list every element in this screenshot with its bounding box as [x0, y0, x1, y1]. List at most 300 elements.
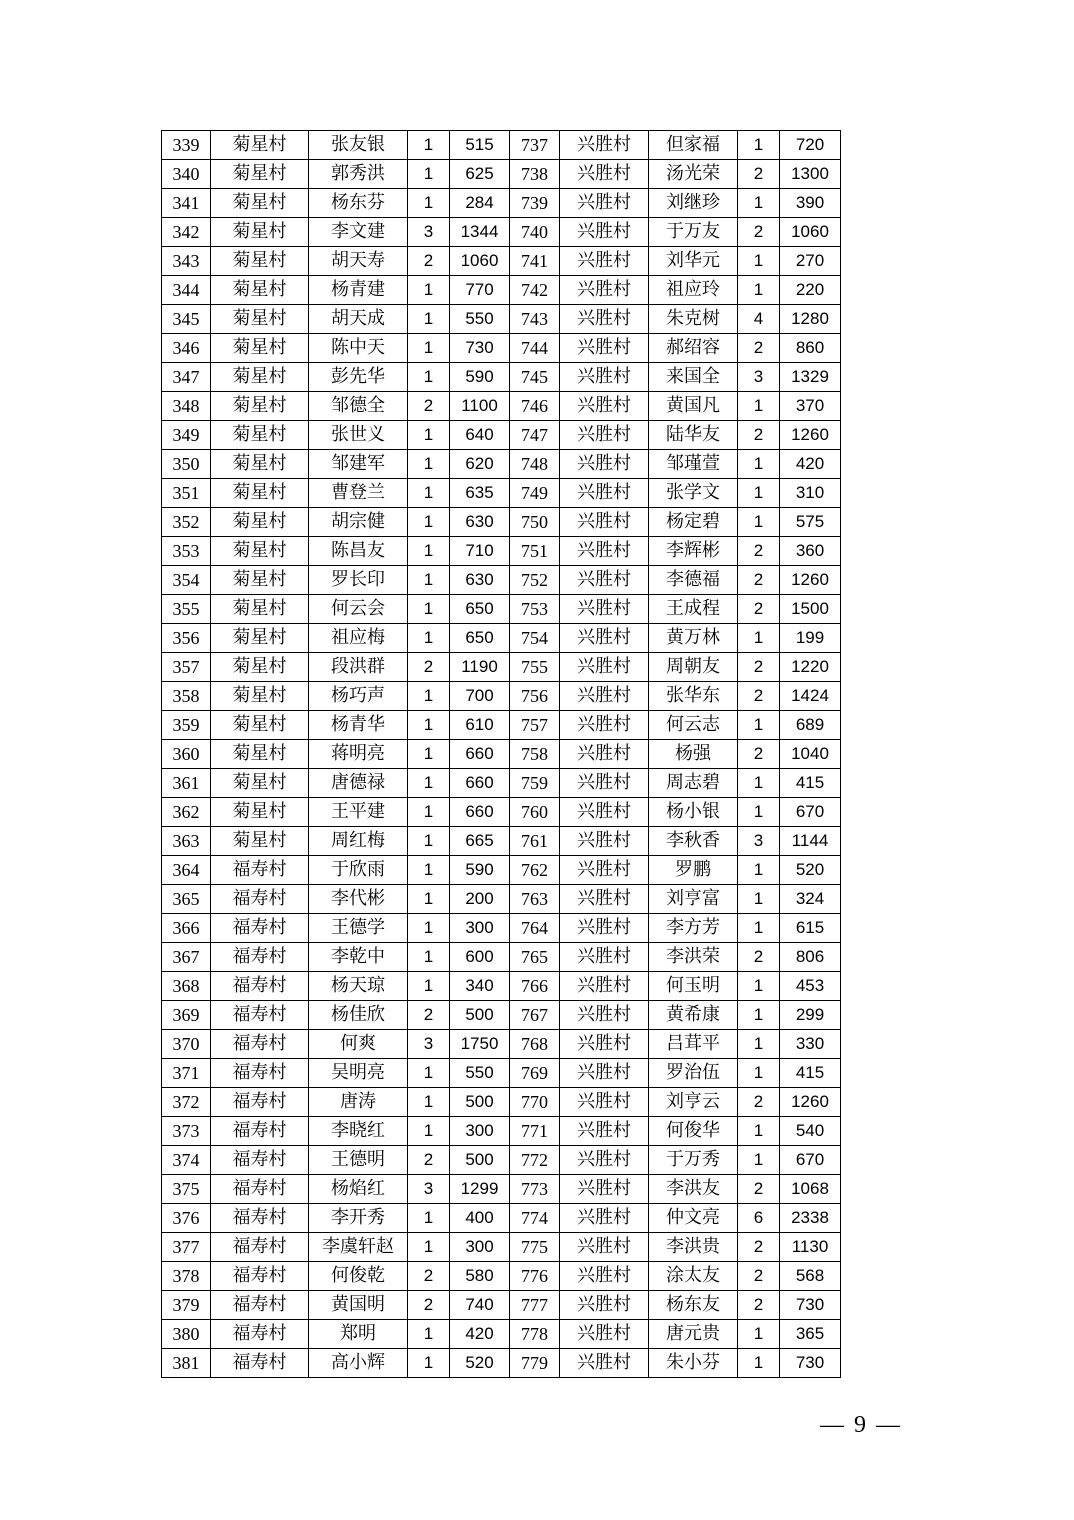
- table-row: [162, 1204, 841, 1233]
- left-amount-cell: 740: [450, 1291, 510, 1320]
- left-name-cell: 王德学: [309, 914, 408, 943]
- left-count-cell: 3: [408, 218, 450, 247]
- left-index-cell: 360: [162, 740, 211, 769]
- left-name-cell: 唐德禄: [309, 769, 408, 798]
- left-village-cell: 菊星村: [211, 653, 309, 682]
- right-count-cell: 2: [738, 566, 780, 595]
- left-amount-cell: 550: [450, 1059, 510, 1088]
- left-index-cell: 367: [162, 943, 211, 972]
- left-village-cell: 福寿村: [211, 1204, 309, 1233]
- right-count-cell: 1: [738, 276, 780, 305]
- right-amount-cell: 453: [780, 972, 841, 1001]
- right-village-cell: 兴胜村: [560, 1291, 649, 1320]
- right-count-cell: 1: [738, 1320, 780, 1349]
- right-village-cell: 兴胜村: [560, 740, 649, 769]
- right-count-cell: 1: [738, 392, 780, 421]
- left-name-cell: 周红梅: [309, 827, 408, 856]
- right-amount-cell: 270: [780, 247, 841, 276]
- right-village-cell: 兴胜村: [560, 943, 649, 972]
- right-count-cell: 2: [738, 1175, 780, 1204]
- left-name-cell: 杨天琼: [309, 972, 408, 1001]
- left-village-cell: 菊星村: [211, 682, 309, 711]
- right-village-cell: 兴胜村: [560, 1204, 649, 1233]
- left-count-cell: 2: [408, 653, 450, 682]
- left-name-cell: 于欣雨: [309, 856, 408, 885]
- left-count-cell: 1: [408, 856, 450, 885]
- left-index-cell: 342: [162, 218, 211, 247]
- right-name-cell: 张学文: [649, 479, 738, 508]
- right-village-cell: 兴胜村: [560, 218, 649, 247]
- right-amount-cell: 670: [780, 798, 841, 827]
- left-index-cell: 369: [162, 1001, 211, 1030]
- left-name-cell: 杨巧声: [309, 682, 408, 711]
- left-index-cell: 350: [162, 450, 211, 479]
- right-amount-cell: 1220: [780, 653, 841, 682]
- right-index-cell: 779: [510, 1349, 560, 1378]
- left-village-cell: 福寿村: [211, 1320, 309, 1349]
- left-amount-cell: 665: [450, 827, 510, 856]
- right-index-cell: 758: [510, 740, 560, 769]
- right-count-cell: 1: [738, 711, 780, 740]
- right-index-cell: 776: [510, 1262, 560, 1291]
- right-index-cell: 750: [510, 508, 560, 537]
- right-village-cell: 兴胜村: [560, 1146, 649, 1175]
- right-name-cell: 杨东友: [649, 1291, 738, 1320]
- left-count-cell: 1: [408, 450, 450, 479]
- right-amount-cell: 1424: [780, 682, 841, 711]
- right-index-cell: 764: [510, 914, 560, 943]
- right-name-cell: 朱克树: [649, 305, 738, 334]
- left-amount-cell: 635: [450, 479, 510, 508]
- left-count-cell: 2: [408, 1262, 450, 1291]
- right-index-cell: 769: [510, 1059, 560, 1088]
- left-count-cell: 1: [408, 1320, 450, 1349]
- table-row: [162, 595, 841, 624]
- left-amount-cell: 660: [450, 769, 510, 798]
- left-village-cell: 菊星村: [211, 595, 309, 624]
- left-village-cell: 菊星村: [211, 131, 309, 160]
- right-count-cell: 1: [738, 247, 780, 276]
- left-index-cell: 347: [162, 363, 211, 392]
- right-index-cell: 739: [510, 189, 560, 218]
- table-row: [162, 1030, 841, 1059]
- left-amount-cell: 1060: [450, 247, 510, 276]
- right-index-cell: 771: [510, 1117, 560, 1146]
- table-row: [162, 450, 841, 479]
- right-index-cell: 767: [510, 1001, 560, 1030]
- right-count-cell: 2: [738, 1088, 780, 1117]
- left-village-cell: 菊星村: [211, 479, 309, 508]
- left-name-cell: 蒋明亮: [309, 740, 408, 769]
- right-name-cell: 黄万林: [649, 624, 738, 653]
- right-index-cell: 740: [510, 218, 560, 247]
- left-amount-cell: 580: [450, 1262, 510, 1291]
- right-amount-cell: 365: [780, 1320, 841, 1349]
- table-row: [162, 827, 841, 856]
- left-amount-cell: 500: [450, 1001, 510, 1030]
- left-name-cell: 张世义: [309, 421, 408, 450]
- right-village-cell: 兴胜村: [560, 798, 649, 827]
- left-name-cell: 胡天寿: [309, 247, 408, 276]
- right-village-cell: 兴胜村: [560, 276, 649, 305]
- table-row: [162, 276, 841, 305]
- left-name-cell: 胡天成: [309, 305, 408, 334]
- left-count-cell: 2: [408, 1146, 450, 1175]
- right-village-cell: 兴胜村: [560, 508, 649, 537]
- right-name-cell: 郝绍容: [649, 334, 738, 363]
- left-name-cell: 杨青华: [309, 711, 408, 740]
- right-name-cell: 李洪友: [649, 1175, 738, 1204]
- left-village-cell: 菊星村: [211, 218, 309, 247]
- table-row: [162, 247, 841, 276]
- left-name-cell: 李代彬: [309, 885, 408, 914]
- left-index-cell: 363: [162, 827, 211, 856]
- left-amount-cell: 590: [450, 363, 510, 392]
- table-row: [162, 653, 841, 682]
- left-amount-cell: 300: [450, 1117, 510, 1146]
- table-row: [162, 856, 841, 885]
- right-index-cell: 751: [510, 537, 560, 566]
- right-name-cell: 李洪荣: [649, 943, 738, 972]
- right-count-cell: 2: [738, 1262, 780, 1291]
- right-count-cell: 2: [738, 421, 780, 450]
- left-index-cell: 365: [162, 885, 211, 914]
- left-index-cell: 355: [162, 595, 211, 624]
- left-index-cell: 375: [162, 1175, 211, 1204]
- right-amount-cell: 199: [780, 624, 841, 653]
- right-name-cell: 何俊华: [649, 1117, 738, 1146]
- right-name-cell: 吕茸平: [649, 1030, 738, 1059]
- left-name-cell: 罗长印: [309, 566, 408, 595]
- right-village-cell: 兴胜村: [560, 711, 649, 740]
- right-index-cell: 754: [510, 624, 560, 653]
- right-count-cell: 4: [738, 305, 780, 334]
- right-count-cell: 1: [738, 450, 780, 479]
- right-village-cell: 兴胜村: [560, 885, 649, 914]
- right-index-cell: 745: [510, 363, 560, 392]
- table-row: [162, 1291, 841, 1320]
- right-amount-cell: 330: [780, 1030, 841, 1059]
- right-name-cell: 李德福: [649, 566, 738, 595]
- right-count-cell: 1: [738, 1059, 780, 1088]
- left-name-cell: 何云会: [309, 595, 408, 624]
- left-amount-cell: 300: [450, 914, 510, 943]
- left-count-cell: 1: [408, 305, 450, 334]
- left-village-cell: 福寿村: [211, 914, 309, 943]
- left-amount-cell: 590: [450, 856, 510, 885]
- left-index-cell: 357: [162, 653, 211, 682]
- table-row: [162, 218, 841, 247]
- right-amount-cell: 390: [780, 189, 841, 218]
- left-count-cell: 1: [408, 740, 450, 769]
- right-village-cell: 兴胜村: [560, 479, 649, 508]
- left-index-cell: 349: [162, 421, 211, 450]
- right-index-cell: 749: [510, 479, 560, 508]
- right-index-cell: 770: [510, 1088, 560, 1117]
- right-amount-cell: 2338: [780, 1204, 841, 1233]
- left-amount-cell: 1750: [450, 1030, 510, 1059]
- right-amount-cell: 860: [780, 334, 841, 363]
- left-amount-cell: 710: [450, 537, 510, 566]
- right-count-cell: 2: [738, 334, 780, 363]
- right-index-cell: 759: [510, 769, 560, 798]
- left-count-cell: 1: [408, 334, 450, 363]
- left-index-cell: 348: [162, 392, 211, 421]
- right-index-cell: 738: [510, 160, 560, 189]
- right-village-cell: 兴胜村: [560, 972, 649, 1001]
- right-count-cell: 2: [738, 1233, 780, 1262]
- right-index-cell: 742: [510, 276, 560, 305]
- table-row: [162, 479, 841, 508]
- table-row: [162, 1320, 841, 1349]
- right-name-cell: 祖应玲: [649, 276, 738, 305]
- left-village-cell: 福寿村: [211, 972, 309, 1001]
- right-count-cell: 1: [738, 1146, 780, 1175]
- left-index-cell: 343: [162, 247, 211, 276]
- left-count-cell: 1: [408, 1088, 450, 1117]
- left-index-cell: 380: [162, 1320, 211, 1349]
- table-row: [162, 305, 841, 334]
- right-count-cell: 1: [738, 914, 780, 943]
- left-village-cell: 菊星村: [211, 740, 309, 769]
- right-index-cell: 778: [510, 1320, 560, 1349]
- right-village-cell: 兴胜村: [560, 827, 649, 856]
- right-count-cell: 2: [738, 1291, 780, 1320]
- right-count-cell: 2: [738, 537, 780, 566]
- right-count-cell: 1: [738, 1117, 780, 1146]
- left-name-cell: 黄国明: [309, 1291, 408, 1320]
- left-amount-cell: 620: [450, 450, 510, 479]
- right-amount-cell: 370: [780, 392, 841, 421]
- table-row: [162, 1262, 841, 1291]
- left-name-cell: 王德明: [309, 1146, 408, 1175]
- table-row: [162, 1001, 841, 1030]
- right-count-cell: 1: [738, 1030, 780, 1059]
- right-count-cell: 1: [738, 856, 780, 885]
- right-name-cell: 黄国凡: [649, 392, 738, 421]
- right-amount-cell: 1130: [780, 1233, 841, 1262]
- right-name-cell: 周志碧: [649, 769, 738, 798]
- right-village-cell: 兴胜村: [560, 566, 649, 595]
- left-name-cell: 胡宗健: [309, 508, 408, 537]
- right-index-cell: 777: [510, 1291, 560, 1320]
- left-amount-cell: 730: [450, 334, 510, 363]
- left-count-cell: 1: [408, 1349, 450, 1378]
- left-amount-cell: 1299: [450, 1175, 510, 1204]
- right-count-cell: 1: [738, 885, 780, 914]
- left-village-cell: 福寿村: [211, 1030, 309, 1059]
- left-count-cell: 1: [408, 595, 450, 624]
- table-row: [162, 885, 841, 914]
- table-row: [162, 392, 841, 421]
- right-index-cell: 765: [510, 943, 560, 972]
- right-amount-cell: 1329: [780, 363, 841, 392]
- left-name-cell: 杨佳欣: [309, 1001, 408, 1030]
- right-village-cell: 兴胜村: [560, 189, 649, 218]
- right-village-cell: 兴胜村: [560, 1059, 649, 1088]
- left-amount-cell: 600: [450, 943, 510, 972]
- left-count-cell: 1: [408, 566, 450, 595]
- right-count-cell: 1: [738, 131, 780, 160]
- right-amount-cell: 1260: [780, 421, 841, 450]
- left-index-cell: 373: [162, 1117, 211, 1146]
- right-amount-cell: 730: [780, 1349, 841, 1378]
- right-village-cell: 兴胜村: [560, 624, 649, 653]
- left-village-cell: 菊星村: [211, 392, 309, 421]
- left-count-cell: 1: [408, 798, 450, 827]
- right-name-cell: 来国全: [649, 363, 738, 392]
- table-row: [162, 1233, 841, 1262]
- right-name-cell: 何云志: [649, 711, 738, 740]
- left-count-cell: 1: [408, 943, 450, 972]
- right-village-cell: 兴胜村: [560, 1233, 649, 1262]
- left-index-cell: 368: [162, 972, 211, 1001]
- right-village-cell: 兴胜村: [560, 363, 649, 392]
- table-row: [162, 769, 841, 798]
- right-amount-cell: 1260: [780, 1088, 841, 1117]
- right-index-cell: 761: [510, 827, 560, 856]
- left-village-cell: 福寿村: [211, 1233, 309, 1262]
- left-village-cell: 菊星村: [211, 363, 309, 392]
- left-village-cell: 菊星村: [211, 421, 309, 450]
- table-row: [162, 943, 841, 972]
- right-village-cell: 兴胜村: [560, 247, 649, 276]
- left-index-cell: 352: [162, 508, 211, 537]
- table-row: [162, 1349, 841, 1378]
- right-amount-cell: 420: [780, 450, 841, 479]
- left-count-cell: 1: [408, 711, 450, 740]
- left-name-cell: 杨东芬: [309, 189, 408, 218]
- table-row: [162, 1117, 841, 1146]
- table-row: [162, 1088, 841, 1117]
- right-village-cell: 兴胜村: [560, 856, 649, 885]
- left-count-cell: 1: [408, 276, 450, 305]
- left-village-cell: 菊星村: [211, 537, 309, 566]
- right-name-cell: 张华东: [649, 682, 738, 711]
- left-name-cell: 吴明亮: [309, 1059, 408, 1088]
- right-amount-cell: 806: [780, 943, 841, 972]
- right-index-cell: 753: [510, 595, 560, 624]
- left-count-cell: 2: [408, 247, 450, 276]
- left-index-cell: 381: [162, 1349, 211, 1378]
- right-index-cell: 741: [510, 247, 560, 276]
- left-name-cell: 曹登兰: [309, 479, 408, 508]
- right-village-cell: 兴胜村: [560, 914, 649, 943]
- right-amount-cell: 324: [780, 885, 841, 914]
- left-count-cell: 1: [408, 479, 450, 508]
- right-index-cell: 774: [510, 1204, 560, 1233]
- left-name-cell: 杨焰红: [309, 1175, 408, 1204]
- left-village-cell: 菊星村: [211, 334, 309, 363]
- left-amount-cell: 1190: [450, 653, 510, 682]
- right-name-cell: 李辉彬: [649, 537, 738, 566]
- left-amount-cell: 700: [450, 682, 510, 711]
- right-count-cell: 3: [738, 827, 780, 856]
- right-name-cell: 陆华友: [649, 421, 738, 450]
- left-village-cell: 菊星村: [211, 160, 309, 189]
- right-index-cell: 757: [510, 711, 560, 740]
- table-row: [162, 421, 841, 450]
- left-village-cell: 菊星村: [211, 566, 309, 595]
- left-name-cell: 唐涛: [309, 1088, 408, 1117]
- right-village-cell: 兴胜村: [560, 537, 649, 566]
- left-village-cell: 福寿村: [211, 885, 309, 914]
- right-name-cell: 仲文亮: [649, 1204, 738, 1233]
- left-village-cell: 福寿村: [211, 1059, 309, 1088]
- left-index-cell: 362: [162, 798, 211, 827]
- right-amount-cell: 220: [780, 276, 841, 305]
- left-index-cell: 356: [162, 624, 211, 653]
- right-count-cell: 1: [738, 479, 780, 508]
- left-index-cell: 364: [162, 856, 211, 885]
- left-index-cell: 341: [162, 189, 211, 218]
- table-row: [162, 363, 841, 392]
- left-amount-cell: 1100: [450, 392, 510, 421]
- right-village-cell: 兴胜村: [560, 334, 649, 363]
- household-table: [161, 130, 841, 1378]
- left-village-cell: 菊星村: [211, 827, 309, 856]
- left-village-cell: 福寿村: [211, 1262, 309, 1291]
- left-name-cell: 彭先华: [309, 363, 408, 392]
- right-index-cell: 775: [510, 1233, 560, 1262]
- left-index-cell: 377: [162, 1233, 211, 1262]
- left-village-cell: 菊星村: [211, 189, 309, 218]
- right-amount-cell: 720: [780, 131, 841, 160]
- left-count-cell: 1: [408, 1117, 450, 1146]
- left-index-cell: 370: [162, 1030, 211, 1059]
- left-count-cell: 1: [408, 682, 450, 711]
- left-village-cell: 菊星村: [211, 798, 309, 827]
- right-amount-cell: 1280: [780, 305, 841, 334]
- right-village-cell: 兴胜村: [560, 450, 649, 479]
- left-amount-cell: 520: [450, 1349, 510, 1378]
- table-row: [162, 972, 841, 1001]
- right-village-cell: 兴胜村: [560, 1088, 649, 1117]
- table-row: [162, 537, 841, 566]
- table-row: [162, 624, 841, 653]
- right-name-cell: 刘继珍: [649, 189, 738, 218]
- left-name-cell: 高小辉: [309, 1349, 408, 1378]
- left-amount-cell: 300: [450, 1233, 510, 1262]
- right-name-cell: 黄希康: [649, 1001, 738, 1030]
- left-village-cell: 福寿村: [211, 1117, 309, 1146]
- right-amount-cell: 730: [780, 1291, 841, 1320]
- right-name-cell: 刘亨富: [649, 885, 738, 914]
- table-body: [162, 131, 841, 1378]
- right-index-cell: 763: [510, 885, 560, 914]
- left-amount-cell: 1344: [450, 218, 510, 247]
- left-village-cell: 菊星村: [211, 624, 309, 653]
- right-count-cell: 2: [738, 682, 780, 711]
- left-index-cell: 345: [162, 305, 211, 334]
- table-row: [162, 711, 841, 740]
- right-name-cell: 但家福: [649, 131, 738, 160]
- right-count-cell: 1: [738, 1349, 780, 1378]
- right-amount-cell: 540: [780, 1117, 841, 1146]
- table-row: [162, 798, 841, 827]
- left-amount-cell: 660: [450, 798, 510, 827]
- left-index-cell: 371: [162, 1059, 211, 1088]
- right-village-cell: 兴胜村: [560, 1030, 649, 1059]
- right-count-cell: 2: [738, 943, 780, 972]
- right-amount-cell: 670: [780, 1146, 841, 1175]
- right-name-cell: 于万友: [649, 218, 738, 247]
- left-index-cell: 361: [162, 769, 211, 798]
- right-amount-cell: 415: [780, 1059, 841, 1088]
- right-count-cell: 2: [738, 218, 780, 247]
- right-village-cell: 兴胜村: [560, 653, 649, 682]
- left-village-cell: 菊星村: [211, 711, 309, 740]
